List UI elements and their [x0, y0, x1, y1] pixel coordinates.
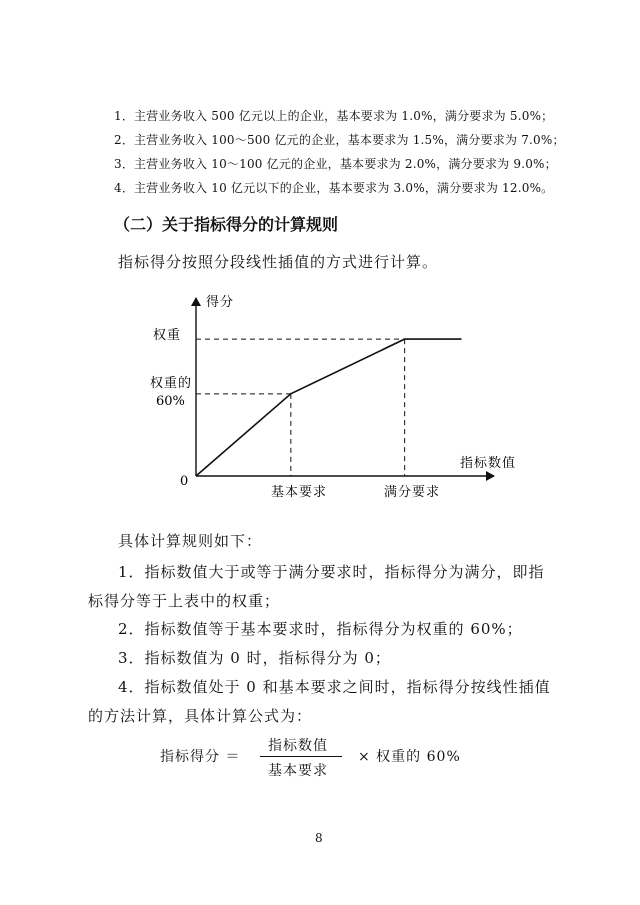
rules-heading: 具体计算规则如下：: [118, 532, 263, 550]
x-tick-label: 基本要求: [271, 485, 328, 500]
rule-item: 4．指标数值处于 0 和基本要求之间时，指标得分按线性插值: [118, 678, 551, 696]
formula-numerator: 指标数值: [268, 738, 328, 754]
rule-item: 1．指标数值大于或等于满分要求时，指标得分为满分，即指: [118, 563, 545, 581]
x-axis-label: 指标数值: [460, 456, 517, 471]
rule-item: 标得分等于上表中的权重；: [88, 592, 281, 610]
formula-rhs: × 权重的 60%: [358, 749, 461, 765]
y-tick-label: 权重的: [150, 376, 193, 391]
section-heading: （二）关于指标得分的计算规则: [114, 215, 339, 234]
origin-label: 0: [180, 474, 189, 489]
fraction-bar: [260, 756, 342, 757]
list-item: 1．主营业务收入 500 亿元以上的企业，基本要求为 1.0%，满分要求为 5.0%；: [114, 109, 554, 123]
y-tick-label: 60%: [156, 394, 185, 409]
list-item: 2．主营业务收入 100～500 亿元的企业，基本要求为 1.5%，满分要求为 7.0%；: [114, 133, 565, 147]
series-line: [196, 339, 462, 476]
formula-denominator: 基本要求: [268, 763, 328, 779]
x-tick-label: 满分要求: [384, 485, 441, 500]
page-number: 8: [315, 831, 323, 845]
y-tick-label: 权重: [153, 328, 182, 343]
formula-lhs: 指标得分 ＝: [160, 749, 241, 765]
list-item: 3．主营业务收入 10～100 亿元的企业，基本要求为 2.0%，满分要求为 9.0%；: [114, 157, 557, 171]
section-intro: 指标得分按照分段线性插值的方式进行计算。: [118, 253, 439, 271]
rule-item: 3．指标数值为 0 时，指标得分为 0；: [118, 649, 391, 667]
list-item: 4．主营业务收入 10 亿元以下的企业，基本要求为 3.0%，满分要求为 12.0%。: [114, 181, 554, 195]
rule-item: 2．指标数值等于基本要求时，指标得分为权重的 60%；: [118, 620, 523, 638]
rule-item: 的方法计算，具体计算公式为：: [88, 707, 313, 725]
y-axis-label: 得分: [206, 295, 235, 310]
